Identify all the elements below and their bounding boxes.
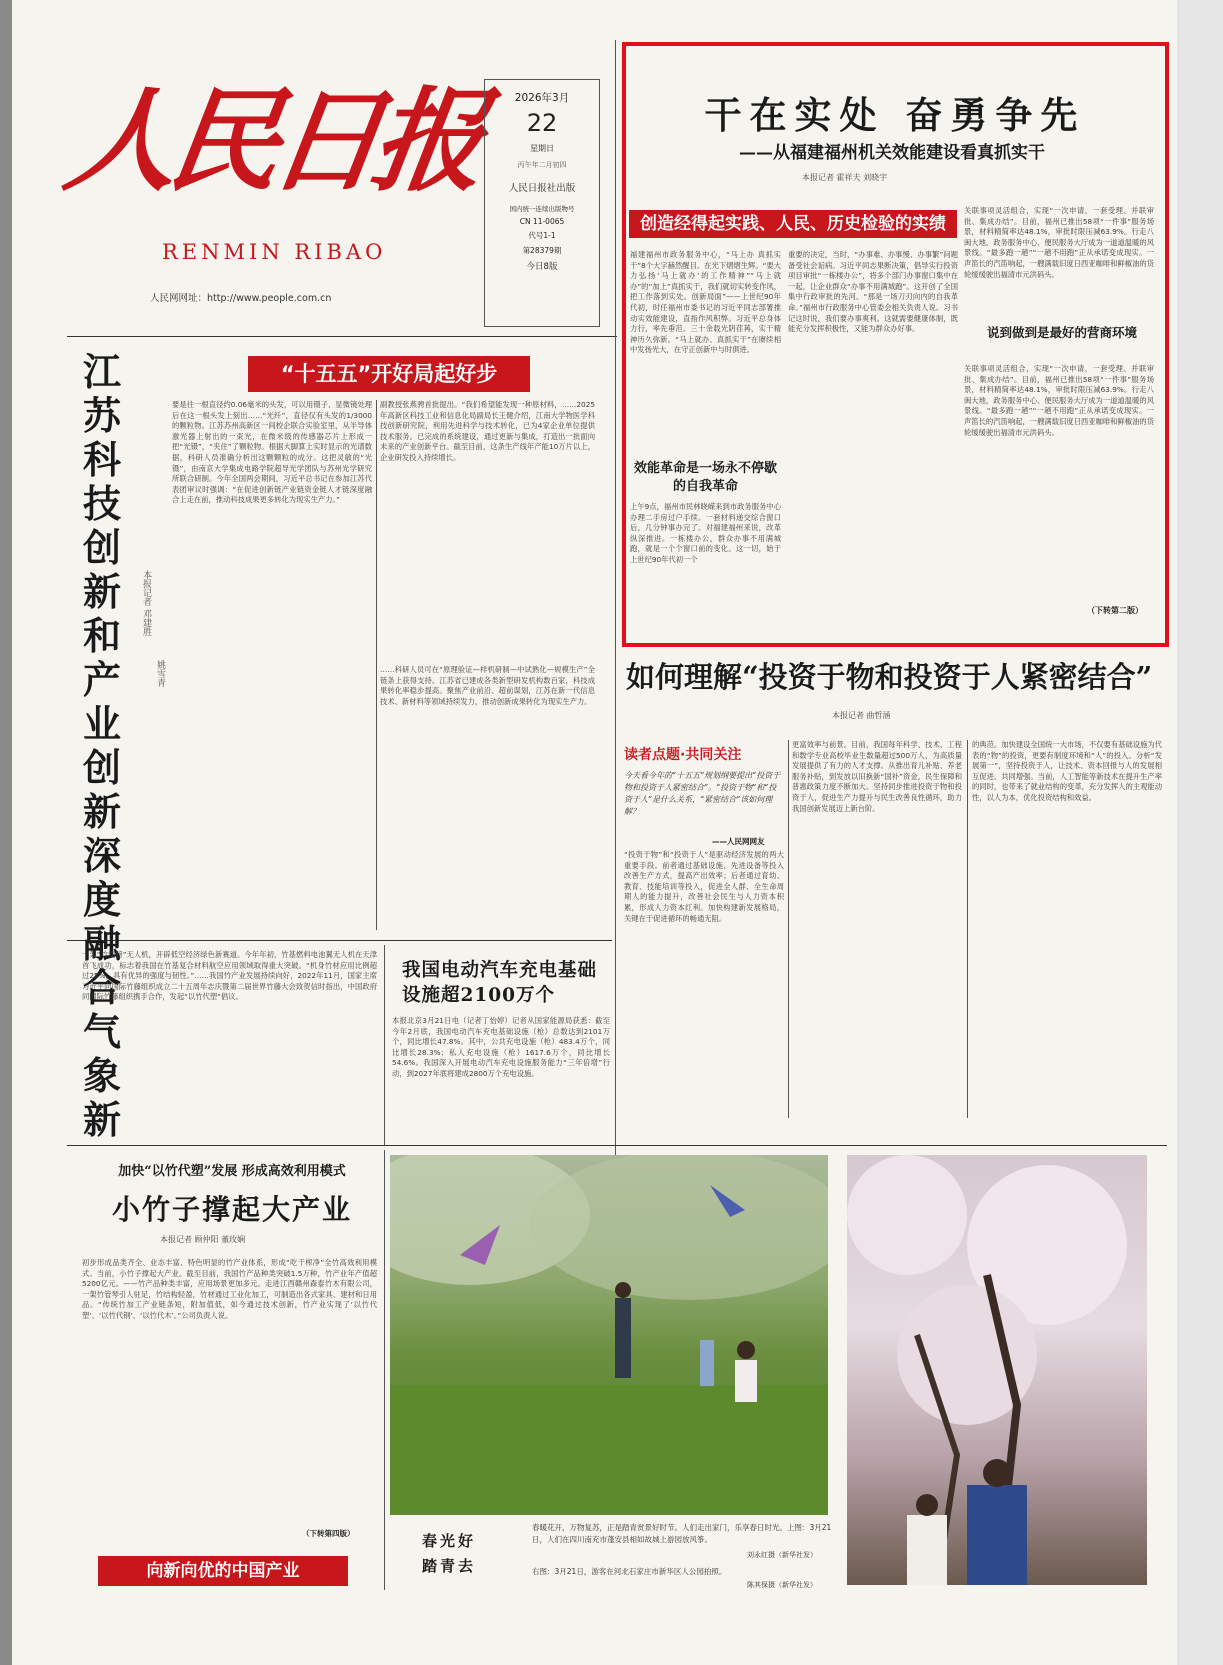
lead-article-banner: 创造经得起实践、人民、历史检验的实绩: [629, 210, 957, 238]
photo-caption-title-1: 春光好: [422, 1532, 477, 1550]
center-article-col2: 副教授张燕骋首批提出。“我们希望能发现一种原材料，……2025年高新区科技工业和信息化局副局长王健介绍，江南大学物医学科技创新研究院，利用先进科学与技术转化，已为4家企业单位提供技术服务。已完成的系统建设，通过更新与集成，打造出一批面向未来的产业创新平台。截至目前，这条生产线年产能10万片以上，企业研发投入持续增长。: [380, 400, 595, 462]
lead-article-subhead1: 效能革命是一场永不停歇的自我革命: [633, 461, 777, 494]
lead-article-subhead2: 说到做到是最好的营商环境: [986, 325, 1137, 340]
kite-photo-art: [390, 1155, 828, 1515]
bamboo-byline: 本报记者 顾仲阳 董玫娴: [160, 1235, 246, 1244]
lead-article-col2: 重要的决定，当时，“办事难、办事慢、办事繁”问题备受社会诟病。习近平同志果断决策，倡导实行投资项目审批“一栋楼办公”，将多个部门办事窗口集中在一起，让企业群众“办事不用满城跑”。这开创了全国集中行政审批的先河。“那是一场刀刃向内的自我革命。”福州市行政服务中心管委会相关负责人说。习书记这时说，我们要办事爽利。这就需要健康体制，既能充分发挥积极性，又能为群众办好事。: [788, 250, 958, 334]
photo-caption-title-2: 踏青去: [422, 1557, 477, 1575]
date-lunar: 丙午年二月初四: [517, 161, 567, 169]
feature-col-rule: [967, 740, 968, 1118]
bamboo-text: 初步形成品类齐全、业态丰富、特色明显的竹产业体系，形成“吃干榨净”全竹高效利用模式。当前，小竹子撑起大产业。截至目前，我国竹产品种类突破1.5万种，竹产业年产值超5200亿元。——竹产品种类丰富，应用场景更加多元。走进江西赣州森泰竹木有限公司，一架竹管琴引人驻足，竹结构轻盈，竹材通过工业化加工，可制造出各式家具、建材和日用品。“传统竹加工产业链条短，附加值低，如今通过技术创新，竹产业实现了‘以竹代塑’、‘以竹代钢’、‘以竹代木’。”公司负责人说。: [82, 1258, 377, 1320]
center-article-col3: ……科研人员可在“原理验证—样机研制—中试熟化—规模生产”全链条上获得支持。江苏省已建成各类新型研发机构数百家，科技成果转化率稳步提高。聚焦产业前沿、超前谋划，江苏在新一代信息技术、新材料等领域持续发力，推动创新成果转化为现实生产力。: [380, 665, 595, 706]
lead-article-continued: （下转第二版）: [1087, 606, 1143, 615]
publisher-line: 人民日报社出版: [508, 183, 576, 194]
lead-article-col4: 上午9点，福州市民林晓嵘来到市政务服务中心办理二手房过户手续。一套材料递交综合窗口后，几分钟事办完了。对福建福州来说，改革纵深推进。一栋楼办公，群众办事不用满城跑，就是一个个窗口前的变化。这一切，始于上世纪90年代初一个: [630, 502, 781, 564]
feature-section-tag: 读者点题·共同关注: [624, 747, 742, 763]
date-year-month: 2026年3月: [514, 92, 570, 104]
photo-caption-text: 春暖花开，万物复苏，正是踏青赏景好时节。人们走出家门，乐享春日时光。上图：3月21日，人们在四川南充市蓬安县相如故城上游园放风筝。: [532, 1523, 832, 1544]
feature-col2: 更富效率与前景。目前，我国每年科学、技术、工程和数学专业高校毕业生数量超过500万人，为高质量发展提供了有力的人才支撑。从推出育儿补贴、养老服务补贴，到发放以旧换新“国补”资金，民生保障和普惠政策力度不断加大。坚持同步推进投资于物和投资于人，促进生产力提升与民生改善良性循环，助力我国创新发展迈上新台阶。: [792, 740, 962, 813]
feature-col1: “投资于物”和“投资于人”是驱动经济发展的两大重要手段。前者通过基础设施、先进设备等投入改善生产方式，提高产出效率；后者通过育幼、教育、技能培训等投入，促进全人群、全生命周期人的能力提升，改善社会民生与人力资本积累，形成人力资本红利。加快构建新发展格局，关键在于促进循环的畅通无阻。: [624, 850, 784, 923]
charging-article-title: 我国电动汽车充电基础设施超2100万个: [402, 960, 598, 1006]
feature-article-title: 如何理解“投资于物和投资于人紧密结合”: [626, 660, 1153, 694]
issue-number: 第28379期: [522, 246, 562, 255]
cn-number: CN 11-0065: [519, 217, 565, 226]
issn-line: 国内统一连续出版物号: [509, 205, 575, 213]
feature-col-rule: [788, 740, 789, 1118]
blossom-photo-art: [847, 1155, 1147, 1585]
section-rule: [67, 940, 612, 941]
masthead-logo: [57, 72, 485, 222]
vertical-byline-1: 本报记者 邓建胜: [141, 570, 151, 636]
bamboo-kicker: 加快“以竹代塑”发展 形成高效利用模式: [118, 1164, 346, 1179]
masthead-website: 人民网网址：http://www.people.com.cn: [150, 293, 332, 304]
column-rule: [615, 40, 616, 1165]
lead-article-col3: 关联事项灵活组合，实现“一次申请、一套受理、并联审批、集成办结”。目前，福州已推出58项“一件事”服务场景，材料精简率达48.1%，审批时限压减63.9%。行走八闽大地，政务服务中心、便民服务大厅成为一道道温暖的风景线。“最多跑一趟”“一趟不用跑”正从承诺变成现实。一声笛长的汽笛响起，一艘满载旧度日西亚咖啡和鲜椒油的货轮缓缓驶出福清市元洪码头。: [964, 206, 1154, 279]
column-rule: [376, 400, 377, 930]
vertical-byline-2: 姚雪青: [155, 660, 165, 687]
lead-article-col3-cont: 关联事项灵活组合，实现“一次申请、一套受理、并联审批、集成办结”。目前，福州已推出58项“一件事”服务场景，材料精简率达48.1%，审批时限压减63.9%。行走八闽大地，政务服务中心、便民服务大厅成为一道道温暖的风景线。“最多跑一趟”“一趟不用跑”正从承诺变成现实。一声笛长的汽笛响起，一艘满载旧度日西亚咖啡和鲜椒油的货轮缓缓驶出福清市元洪码头。: [964, 364, 1154, 437]
center-banner: “十五五”开好局起好步: [248, 356, 530, 392]
masthead-pinyin: RENMIN RIBAO: [162, 240, 387, 264]
section-rule: [67, 336, 617, 337]
center-article-col1: 要是往一根直径约0.06毫米的头发，可以用镊子、显微镜处理后在这一根头发上刻出……“光纤”，直径仅有头发的1/3000的颗粒物。江苏苏州高新区一间校企联合实验室里，从半导体激光器上射出的一束光，在微米级的传感器芯片上形成一把“光镊”，“夹住”了颗粒物。根据大脚算上实时显示的光谱数据，科研人员准确分析出这颗颗粒的成分。这把灵敏的“光镊”，由南京大学集成电路学院超导光学团队与苏州光学研究所联合研制。今年全国两会期间，习近平总书记在参加江苏代表团审议时强调：“在促进创新链产业链资金链人才链深度融合上走在前，推动科技成果更多转化为现实生产力。”: [172, 400, 372, 505]
bamboo-title: 小竹子撑起大产业: [111, 1193, 352, 1226]
vertical-headline: 江苏科技创新和产业创新深度融合气象新: [82, 349, 121, 1142]
lead-article-title: 干在实处 奋勇争先: [704, 93, 1086, 137]
blossom-photo: [847, 1155, 1147, 1585]
viewer-left-margin: [0, 0, 12, 1665]
lead-article-highlight-box: [622, 42, 1169, 647]
viewer-right-margin: [1177, 0, 1223, 1665]
masthead-logo-text: 人民日报: [57, 76, 485, 207]
photo-credit-2: 陈其保摄（新华社发）: [747, 1581, 817, 1589]
lead-article-subtitle: ——从福建福州机关效能建设看真抓实干: [739, 143, 1045, 163]
feature-col3: 的典范。加快建设全国统一大市场，不仅要有基础设施为代表的“物”的投资，更要有制度环境和“人”的投入。分析“发展第一”，坚持投资于人，让技术、资本回报与人的发展相互促进、共同增强。当前，人工智能等新技术在提升生产率的同时，也带来了就业结构的变革，充分发挥人的主观能动性，以人为本，优化投资结构和效益。: [972, 740, 1162, 802]
photo-credit-1: 刘永红摄（新华社发）: [747, 1551, 817, 1559]
feature-intro: 今天看今年的“十五五”规划纲要提出“投资于物和投资于人紧密结合”。“投资于物”和“投资于人”是什么关系，“紧密结合”该如何理解？: [624, 771, 781, 816]
date-box: [484, 79, 600, 327]
photo-caption-text-2: 右图：3月21日，游客在河北石家庄市新华区人公园拍照。: [532, 1567, 727, 1576]
section-rule: [67, 1145, 1167, 1146]
lead-article-byline: 本报记者 霍祥夫 刘晓宇: [802, 173, 888, 182]
bamboo-continued: （下转第四版）: [302, 1529, 355, 1538]
code-number: 代号1-1: [528, 231, 556, 240]
column-rule: [384, 1150, 385, 1590]
column-rule: [384, 945, 385, 1145]
lead-article-col1: 福建福州市政务服务中心，“马上办 真抓实干”8个大字赫然醒目。在光下熠熠生辉。“要大力弘扬‘马上就办’的工作精神”“马上就办”的“加上”真抓实干，我们就切实转变作风，把工作落到实处。创新局面”——上世纪90年代初，时任福州市委书记的习近平同志部署推动实效能建设，直指作风积弊。习近平总身体力行，率先垂范。三十余载光阴荏苒，实干精神历久弥新。“马上就办、真抓实干”在赓续相中发扬光大，在守正创新中与时俱进。: [630, 250, 781, 355]
date-weekday: 星期日: [530, 144, 554, 153]
page-count: 今日8版: [526, 262, 558, 272]
bamboo-top-text: 一架“竹翅膀”无人机，开辟低空经济绿色新赛道。今年年初，竹基燃料电池翼无人机在天津首飞成功，标志着我国在竹基复合材料航空应用领域取得重大突破。“机身竹材应用比例超过25%，具有优异的强度与韧性。”……我国竹产业发展持续向好，2022年11月，国家主席习近平向国际竹藤组织成立二十五周年志庆暨第二届世界竹藤大会致贺信时指出，中国政府同国际竹藤组织携手合作，发起“以竹代塑”倡议。: [82, 950, 377, 1002]
charging-article-text: 本报北京3月21日电（记者丁怡婷）记者从国家能源局获悉：截至今年2月底，我国电动汽车充电基础设施（枪）总数达到2101万个，同比增长47.8%。其中，公共充电设施（枪）483.4万个，同比增长28.3%；私人充电设施（枪）1617.6万个，同比增长54.6%。我国深入开展电动汽车充电设施服务能力“三年倍增”行动，到2027年底将建成2800万个充电设施。: [392, 1016, 610, 1078]
date-day: 22: [526, 109, 558, 137]
newspaper-page: [12, 0, 1177, 1665]
kite-photo: [390, 1155, 828, 1515]
feature-intro-sign: ——人民网网友: [712, 837, 765, 846]
bamboo-section-tag: 向新向优的中国产业: [98, 1556, 348, 1586]
feature-article-byline: 本报记者 曲哲涵: [832, 711, 891, 720]
